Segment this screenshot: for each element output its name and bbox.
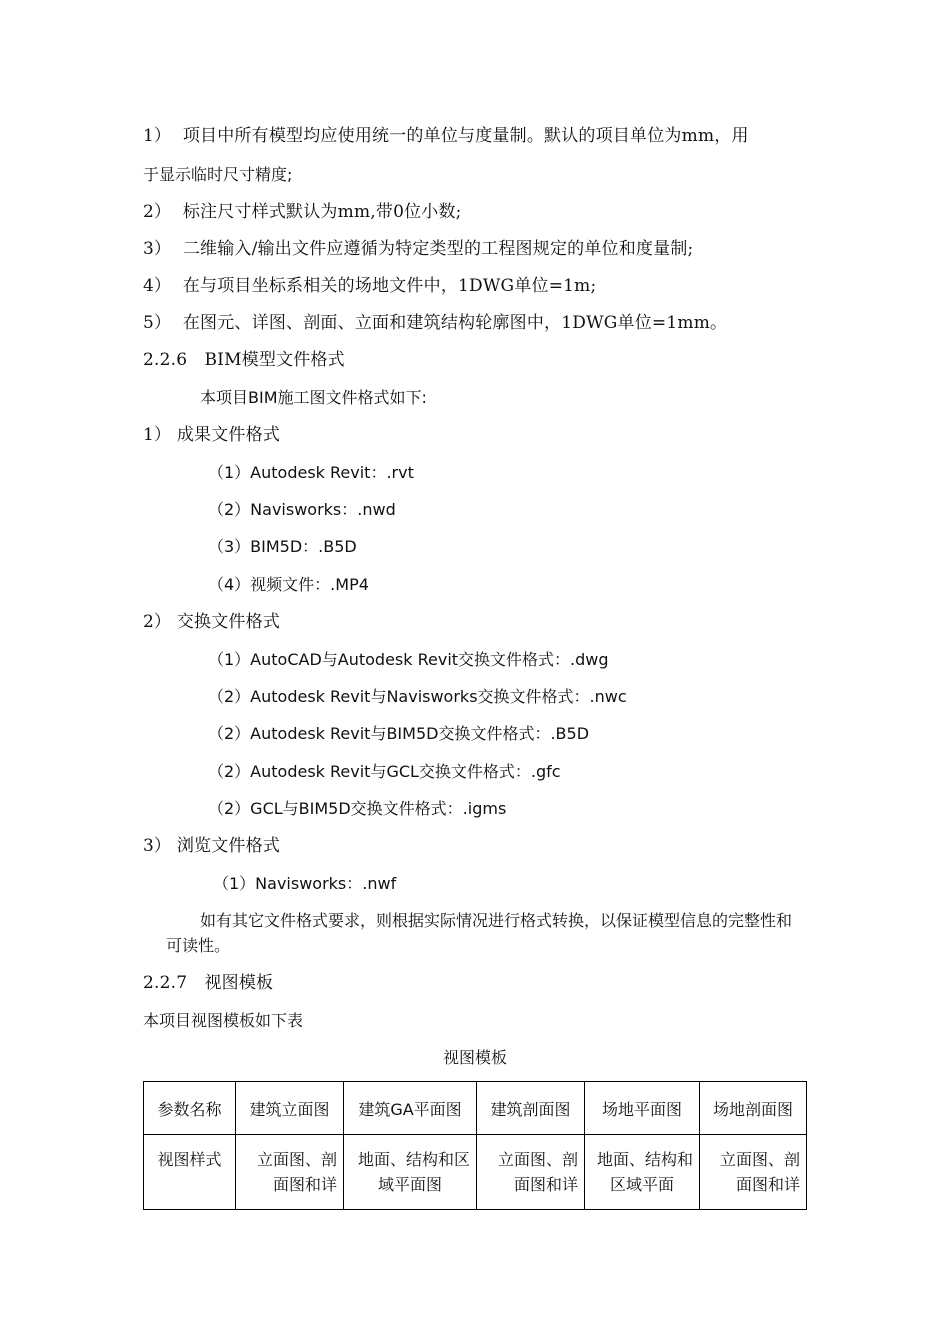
cell-line: 面图和详: [513, 1175, 578, 1194]
section-heading-226: 2.2.6 BIM模型文件格式: [143, 350, 345, 370]
section-heading-227: 2.2.7 视图模板: [143, 973, 274, 993]
cell-line: 区域平面: [609, 1175, 674, 1194]
item-number: 2）: [143, 202, 172, 222]
closing-paragraph-line2: 可读性。: [166, 936, 231, 955]
table-header-cell: 建筑立面图: [236, 1082, 344, 1135]
section-226-intro: 本项目BIM施工图文件格式如下:: [200, 388, 427, 407]
item-number: 1）: [143, 126, 172, 146]
item-number: 5）: [143, 313, 172, 333]
cell-line: 立面图、剖: [256, 1150, 337, 1169]
table-cell: [585, 1135, 700, 1210]
item-text: 在图元、详图、剖面、立面和建筑结构轮廓图中，1DWG单位=1mm。: [182, 313, 728, 333]
table-row: [144, 1135, 807, 1210]
closing-paragraph-line1: 如有其它文件格式要求，则根据实际情况进行格式转换，以保证模型信息的完整性和: [200, 911, 793, 930]
format-item: （2）Autodesk Revit与BIM5D交换文件格式：.B5D: [208, 724, 590, 743]
cell-content: [700, 1135, 806, 1197]
item-number: 4）: [143, 276, 172, 296]
format-item: （1）Autodesk Revit：.rvt: [208, 463, 414, 482]
table-cell: [344, 1135, 477, 1210]
cell-line: 地面、结构和: [596, 1150, 693, 1169]
table-header-cell: 建筑剖面图: [477, 1082, 585, 1135]
format-item: （2）Autodesk Revit与GCL交换文件格式：.gfc: [208, 762, 561, 781]
group-title-deliverables: 1） 成果文件格式: [143, 425, 281, 445]
item-text: 项目中所有模型均应使用统一的单位与度量制。默认的项目单位为mm，用: [182, 126, 749, 146]
format-item: （3）BIM5D：.B5D: [208, 537, 357, 556]
format-item: （2）Navisworks：.nwd: [208, 500, 396, 519]
table-header-cell: 场地剖面图: [700, 1082, 807, 1135]
cell-line: 域平面图: [377, 1175, 442, 1194]
table-header-cell: 参数名称: [144, 1082, 236, 1135]
table-cell: [236, 1135, 344, 1210]
units-item-4: [143, 274, 596, 298]
item-text: 在与项目坐标系相关的场地文件中，1DWG单位=1m;: [182, 276, 597, 296]
section-227-intro: 本项目视图模板如下表: [143, 1011, 304, 1030]
table-header-cell: 建筑GA平面图: [344, 1082, 477, 1135]
units-item-5: [143, 311, 727, 335]
cell-line: 面图和详: [735, 1175, 800, 1194]
item-number: 3）: [143, 239, 172, 259]
group-title-browse: 3） 浏览文件格式: [143, 836, 281, 856]
format-item: （4）视频文件：.MP4: [208, 575, 369, 594]
table-header-row: [144, 1082, 807, 1135]
format-item: （2）GCL与BIM5D交换文件格式：.igms: [208, 799, 507, 818]
table-row-label: [144, 1135, 236, 1210]
format-item: （1）AutoCAD与Autodesk Revit交换文件格式：.dwg: [208, 650, 609, 669]
table-cell: [700, 1135, 807, 1210]
item-text: 二维输入/输出文件应遵循为特定类型的工程图规定的单位和度量制;: [182, 239, 694, 259]
cell-content: [585, 1135, 699, 1197]
table-cell: [477, 1135, 585, 1210]
format-item: （1）Navisworks：.nwf: [213, 874, 397, 893]
row-label-text: 视图样式: [157, 1150, 222, 1169]
units-item-1-continuation: 于显示临时尺寸精度;: [143, 165, 293, 184]
table-header-cell: 场地平面图: [585, 1082, 700, 1135]
item-text: 标注尺寸样式默认为mm,带0位小数;: [182, 202, 462, 222]
units-item-3: [143, 237, 693, 261]
cell-content: [344, 1135, 476, 1197]
cell-content: [236, 1135, 343, 1197]
units-item-2: [143, 200, 462, 224]
units-item-1: [143, 124, 749, 148]
format-item: （2）Autodesk Revit与Navisworks交换文件格式：.nwc: [208, 687, 627, 706]
view-template-table: [143, 1081, 807, 1210]
group-title-exchange: 2） 交换文件格式: [143, 612, 281, 632]
cell-line: 立面图、剖: [719, 1150, 800, 1169]
cell-content: [477, 1135, 584, 1197]
cell-line: 面图和详: [272, 1175, 337, 1194]
table-caption: 视图模板: [442, 1048, 507, 1067]
cell-line: 立面图、剖: [497, 1150, 578, 1169]
cell-line: 地面、结构和区: [357, 1150, 470, 1169]
